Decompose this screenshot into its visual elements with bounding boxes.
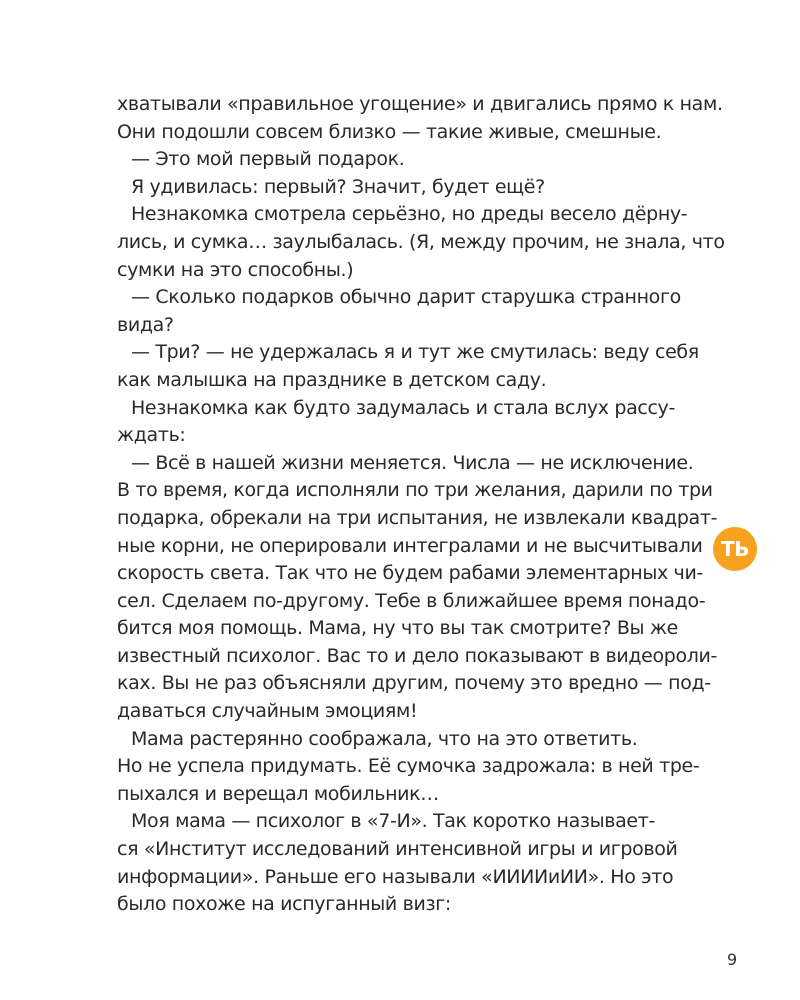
body-text bbox=[117, 91, 725, 919]
text-line: Моя мама — психолог в «7-И». Так коротко называет- bbox=[131, 810, 656, 833]
text-line: информации». Раньше его называли «ИИИИиИИ». Но это bbox=[117, 865, 674, 888]
text-line: сел. Сделаем по-другому. Тебе в ближайшее время понадо- bbox=[117, 589, 706, 612]
text-line: ках. Вы не раз объясняли другим, почему это вредно — под- bbox=[117, 672, 711, 695]
text-line: было похоже на испуганный визг: bbox=[117, 893, 451, 916]
text-line: вида? bbox=[117, 313, 174, 336]
text-line: даваться случайным эмоциям! bbox=[117, 700, 418, 723]
text-line: бится моя помощь. Мама, ну что вы так смотрите? Вы же bbox=[117, 617, 678, 640]
text-line: скорость света. Так что не будем рабами элементарных чи- bbox=[117, 562, 703, 585]
text-line: В то время, когда исполняли по три желания, дарили по три bbox=[117, 479, 713, 502]
text-line: ждать: bbox=[117, 424, 186, 447]
text-line: — Сколько подарков обычно дарит старушка странного bbox=[131, 286, 681, 309]
chapter-marker-badge: ТЬ bbox=[713, 527, 757, 571]
text-line: Но не успела придумать. Её сумочка задрожала: в ней тре- bbox=[117, 755, 700, 778]
text-line: Я удивилась: первый? Значит, будет ещё? bbox=[131, 175, 545, 198]
text-line: Незнакомка смотрела серьёзно, но дреды весело дёрну- bbox=[131, 203, 688, 226]
text-line: Мама растерянно соображала, что на это ответить. bbox=[131, 727, 638, 750]
page-number: 9 bbox=[727, 950, 738, 969]
text-line: пыхался и верещал мобильник… bbox=[117, 782, 439, 805]
text-line: — Три? — не удержалась я и тут же смутилась: веду себя bbox=[131, 341, 699, 364]
text-line: лись, и сумка… заулыбалась. (Я, между прочим, не знала, что bbox=[117, 230, 725, 253]
text-line: Незнакомка как будто задумалась и стала вслух рассу- bbox=[131, 396, 675, 419]
text-line: как малышка на празднике в детском саду. bbox=[117, 368, 547, 391]
text-line: ся «Институт исследований интенсивной игры и игровой bbox=[117, 838, 678, 861]
text-line: сумки на это способны.) bbox=[117, 258, 354, 281]
text-line: известный психолог. Вас то и дело показывают в видеороли- bbox=[117, 644, 718, 667]
text-line: Они подошли совсем близко — такие живые, смешные. bbox=[117, 120, 662, 143]
text-line: подарка, обрекали на три испытания, не извлекали квадрат- bbox=[117, 506, 718, 529]
text-line: — Это мой первый подарок. bbox=[131, 148, 405, 171]
text-line: ные корни, не оперировали интегралами и не высчитывали bbox=[117, 534, 703, 557]
text-line: хватывали «правильное угощение» и двигались прямо к нам. bbox=[117, 93, 723, 115]
text-line: — Всё в нашей жизни меняется. Числа — не исключение. bbox=[131, 451, 694, 474]
